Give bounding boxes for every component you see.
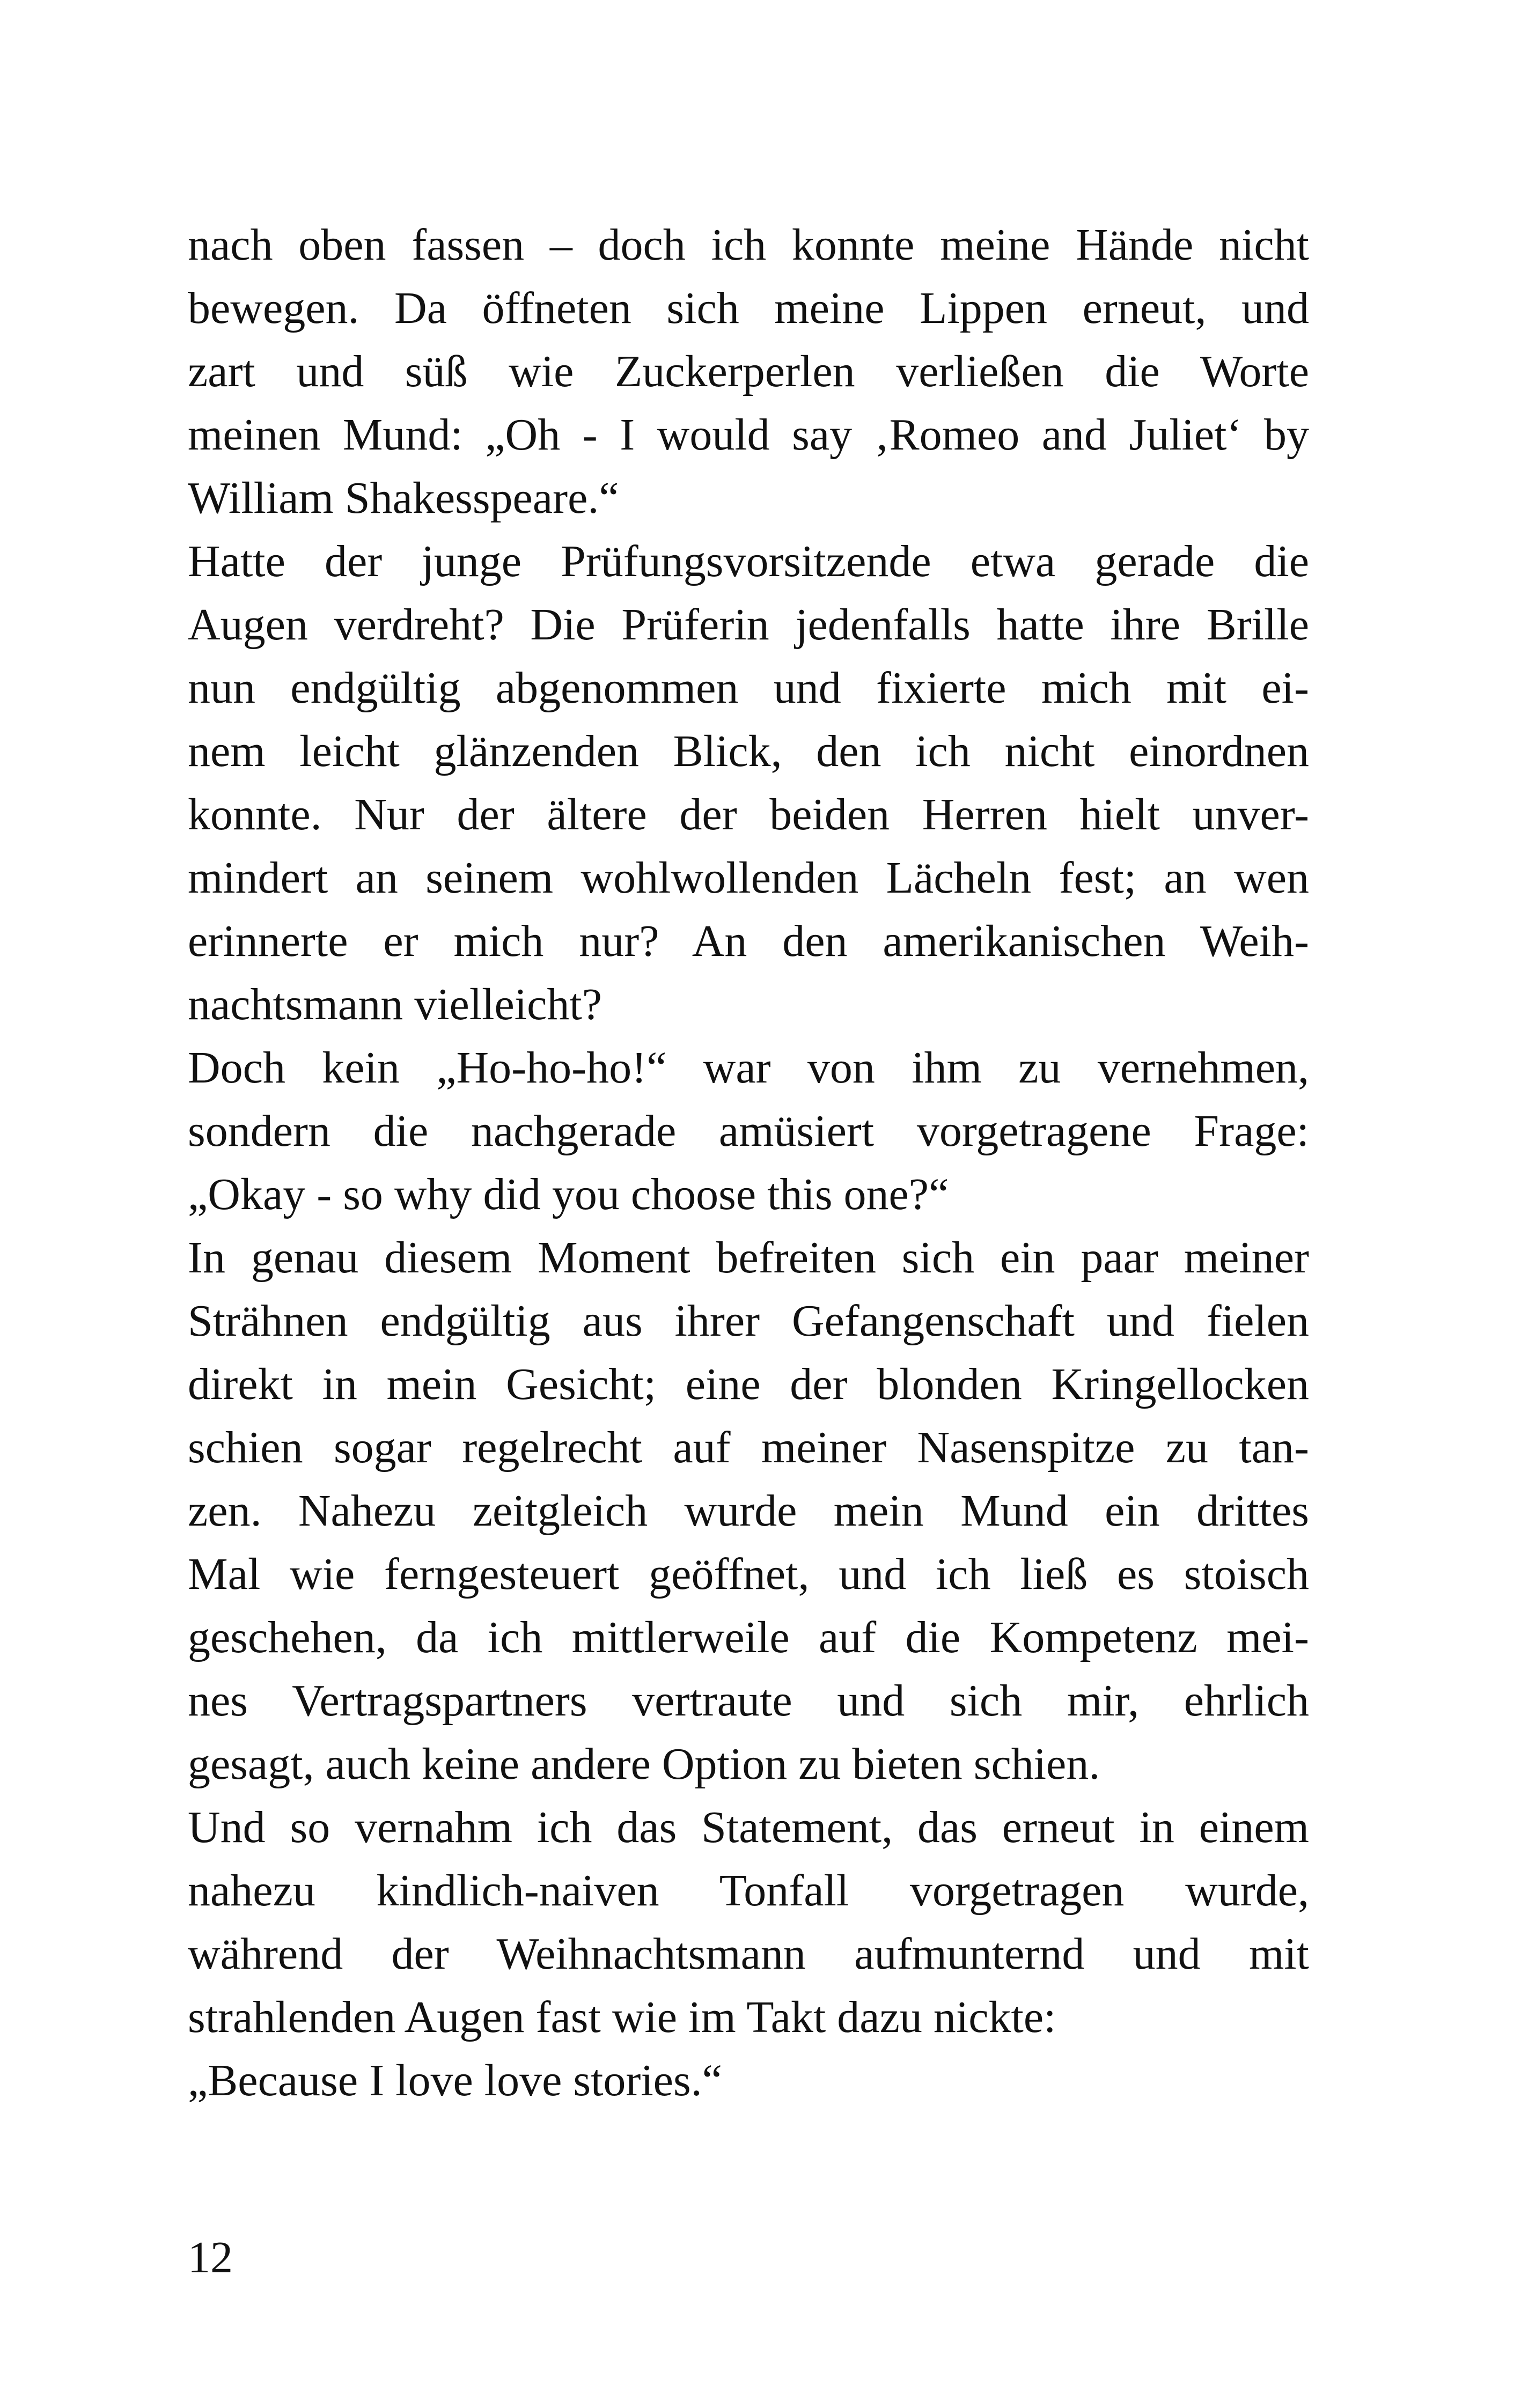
text-line: strahlenden Augen fast wie im Takt dazu nickte: xyxy=(188,1992,1056,2042)
text-line: konnte. Nur der ältere der beiden Herren hielt unver- xyxy=(188,790,1309,840)
text-line: direkt in mein Gesicht; eine der blonden Kringellocken xyxy=(188,1359,1309,1409)
text-line: gesagt, auch keine andere Option zu bieten schien. xyxy=(188,1739,1100,1789)
text-line: mindert an seinem wohlwollenden Lächeln fest; an wen xyxy=(188,853,1309,903)
text-line: Doch kein „Ho-ho-ho!“ war von ihm zu vernehmen, xyxy=(188,1043,1309,1093)
text-line: bewegen. Da öffneten sich meine Lippen erneut, und xyxy=(188,283,1309,333)
page-number: 12 xyxy=(188,2233,233,2282)
text-line: sondern die nachgerade amüsiert vorgetragene Frage: xyxy=(188,1106,1309,1156)
text-line: nun endgültig abgenommen und fixierte mich mit ei- xyxy=(188,663,1309,713)
text-line: erinnerte er mich nur? An den amerikanischen Weih- xyxy=(188,916,1309,966)
text-line: nachtsmann vielleicht? xyxy=(188,980,602,1029)
text-line: William Shakesspeare.“ xyxy=(188,473,619,523)
text-line: zen. Nahezu zeitgleich wurde mein Mund ein drittes xyxy=(188,1486,1309,1536)
text-line: zart und süß wie Zuckerperlen verließen die Worte xyxy=(188,347,1309,396)
text-line: schien sogar regelrecht auf meiner Nasenspitze zu tan- xyxy=(188,1423,1309,1472)
text-line: „Because I love love stories.“ xyxy=(188,2056,722,2105)
text-line: nem leicht glänzenden Blick, den ich nicht einordnen xyxy=(188,726,1309,776)
text-line: Hatte der junge Prüfungsvorsitzende etwa gerade die xyxy=(188,536,1309,586)
text-line: Mal wie ferngesteuert geöffnet, und ich ließ es stoisch xyxy=(188,1549,1309,1599)
body-text xyxy=(188,213,1309,2112)
text-line: meinen Mund: „Oh - I would say ‚Romeo and Juliet‘ by xyxy=(188,410,1309,460)
text-line: Und so vernahm ich das Statement, das erneut in einem xyxy=(188,1802,1309,1852)
text-line: In genau diesem Moment befreiten sich ein paar meiner xyxy=(188,1233,1309,1283)
text-line: nahezu kindlich-naiven Tonfall vorgetragen wurde, xyxy=(188,1866,1309,1916)
text-line: geschehen, da ich mittlerweile auf die Kompetenz mei- xyxy=(188,1612,1309,1662)
text-line: während der Weihnachtsmann aufmunternd und mit xyxy=(188,1929,1309,1979)
text-line: „Okay - so why did you choose this one?“ xyxy=(188,1169,949,1219)
text-line: Augen verdreht? Die Prüferin jedenfalls hatte ihre Brille xyxy=(188,600,1309,650)
text-line: nes Vertragspartners vertraute und sich mir, ehrlich xyxy=(188,1676,1309,1726)
text-line: Strähnen endgültig aus ihrer Gefangenschaft und fielen xyxy=(188,1296,1309,1346)
text-line: nach oben fassen – doch ich konnte meine Hände nicht xyxy=(188,220,1309,270)
